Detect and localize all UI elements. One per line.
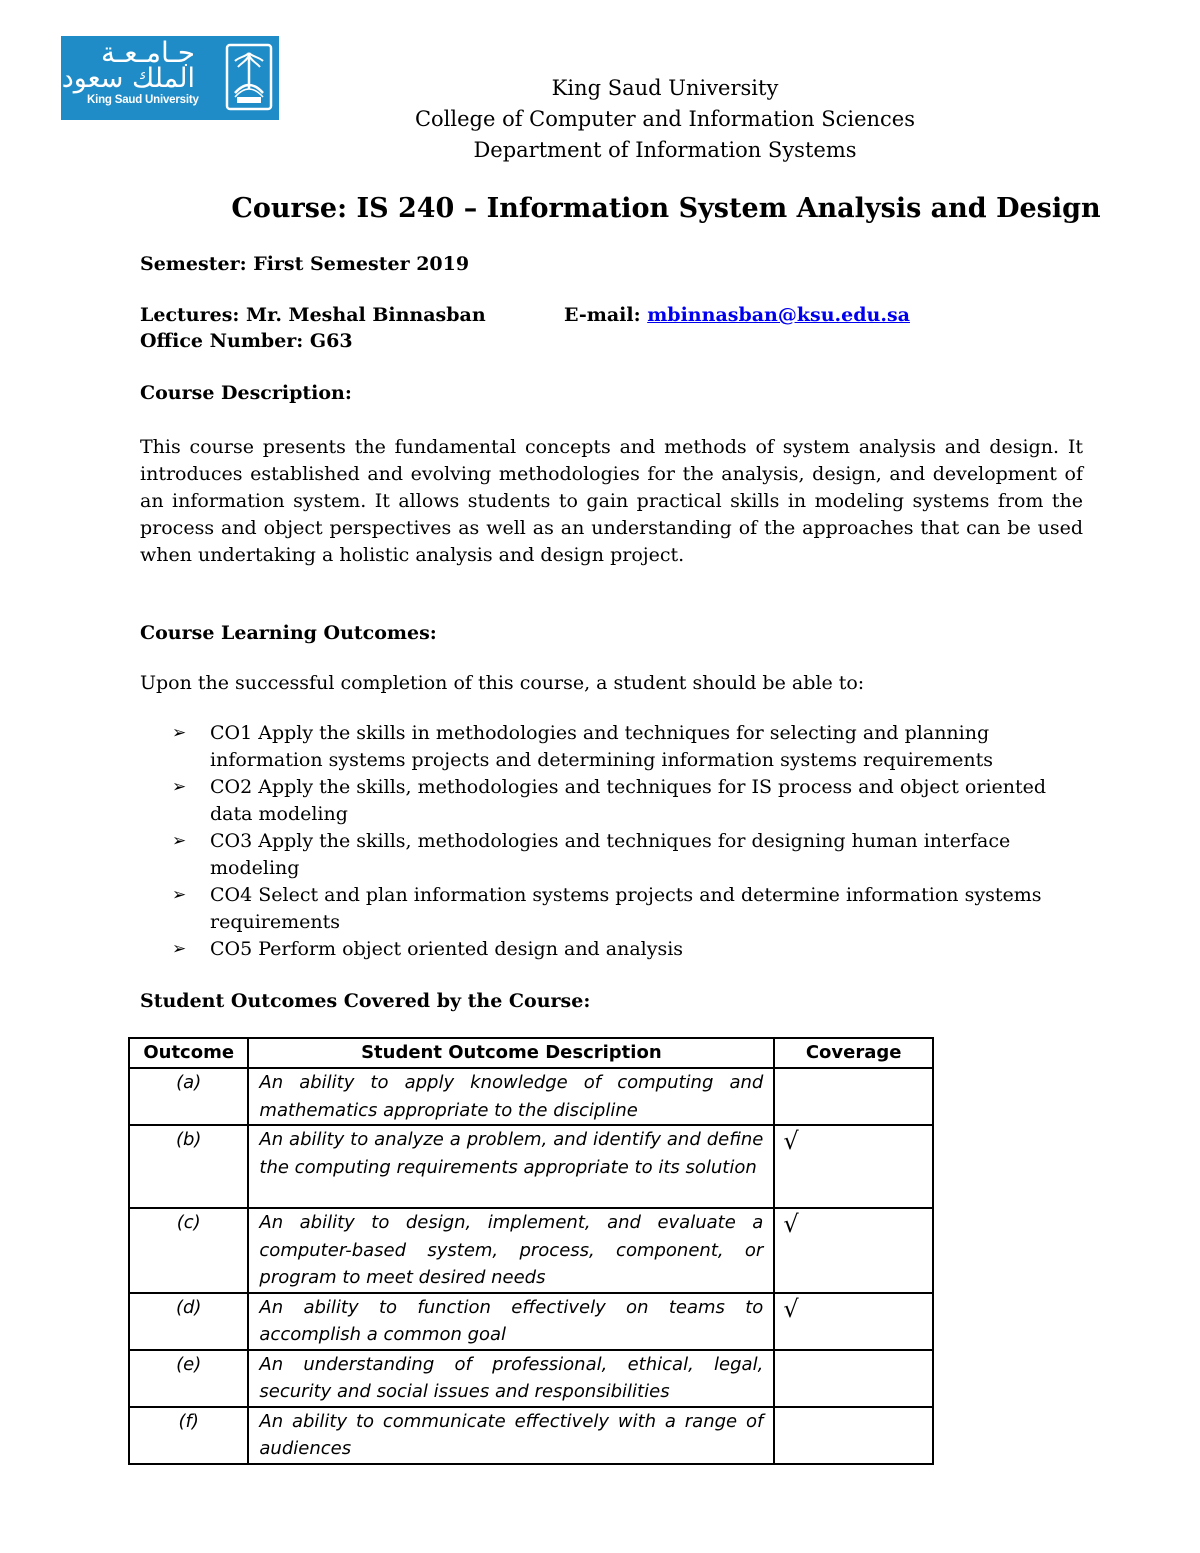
course-outcomes-list — [172, 720, 1092, 963]
table-row — [129, 1068, 933, 1125]
outcome-cell: (c) — [129, 1208, 248, 1293]
table-header-row — [129, 1038, 933, 1068]
logo-arabic-line2: الملك سعود — [61, 63, 195, 94]
email-label: E-mail: — [564, 304, 648, 326]
outcome-cell: (f) — [129, 1407, 248, 1464]
coverage-check-icon: √ — [774, 1208, 933, 1293]
list-item — [172, 720, 1092, 774]
email-line — [564, 302, 910, 328]
arrow-bullet-icon: ➢ — [172, 831, 187, 851]
coverage-cell — [774, 1350, 933, 1407]
outcomes-heading: Course Learning Outcomes: — [140, 622, 437, 644]
coverage-cell — [774, 1068, 933, 1125]
description-cell: An understanding of professional, ethical, legal, security and social issues and responsibilities — [248, 1350, 774, 1407]
outcomes-intro: Upon the successful completion of this course, a student should be able to: — [140, 672, 865, 694]
column-header-description: Student Outcome Description — [248, 1038, 774, 1068]
lecturer: Lectures: Mr. Meshal Binnasban — [140, 304, 486, 326]
arrow-bullet-icon: ➢ — [172, 777, 187, 797]
outcome-text: CO3 Apply the skills, methodologies and techniques for designing human interface modeling — [210, 830, 1011, 879]
outcome-text: CO2 Apply the skills, methodologies and techniques for IS process and object oriented data modeling — [210, 776, 1047, 825]
list-item — [172, 828, 1092, 882]
logo-arabic-line1: جـامـعـة — [101, 36, 195, 69]
college-name: College of Computer and Information Sciences — [414, 107, 916, 131]
outcome-cell: (d) — [129, 1293, 248, 1350]
description-cell: An ability to apply knowledge of computing and mathematics appropriate to the discipline — [248, 1068, 774, 1125]
description-heading: Course Description: — [140, 382, 352, 404]
description-cell: An ability to analyze a problem, and identify and define the computing requirements appropriate to its solution — [248, 1125, 774, 1208]
arrow-bullet-icon: ➢ — [172, 885, 187, 905]
course-description: This course presents the fundamental concepts and methods of system analysis and design. It introduces established and evolving methodologies for the analysis, design, and development of an information system. It allows students to gain practical skills in modeling systems from the process and object perspectives as well as an understanding of the approaches that can be used when undertaking a holistic analysis and design project. — [140, 436, 1083, 566]
outcome-cell: (e) — [129, 1350, 248, 1407]
outcome-cell: (a) — [129, 1068, 248, 1125]
description-cell: An ability to function effectively on teams to accomplish a common goal — [248, 1293, 774, 1350]
student-outcomes-table — [128, 1037, 934, 1465]
table-row — [129, 1407, 933, 1464]
university-name: King Saud University — [551, 76, 779, 100]
logo-english-name: King Saud University — [87, 94, 199, 106]
email-link[interactable]: mbinnasban@ksu.edu.sa — [647, 304, 910, 326]
course-title: Course: IS 240 – Information System Analysis and Design — [231, 193, 1101, 224]
office-number: Office Number: G63 — [140, 330, 353, 352]
list-item — [172, 882, 1092, 936]
column-header-coverage: Coverage — [774, 1038, 933, 1068]
outcome-cell: (b) — [129, 1125, 248, 1208]
table-row — [129, 1293, 933, 1350]
column-header-outcome: Outcome — [129, 1038, 248, 1068]
coverage-check-icon: √ — [774, 1125, 933, 1208]
description-cell: An ability to design, implement, and evaluate a computer-based system, process, component, or program to meet desired needs — [248, 1208, 774, 1293]
semester: Semester: First Semester 2019 — [140, 253, 470, 275]
outcome-text: CO1 Apply the skills in methodologies and techniques for selecting and planning information systems projects and determining information systems requirements — [210, 722, 993, 771]
list-item — [172, 774, 1092, 828]
description-cell: An ability to communicate effectively with a range of audiences — [248, 1407, 774, 1464]
department-name: Department of Information Systems — [473, 138, 857, 162]
arrow-bullet-icon: ➢ — [172, 939, 187, 959]
list-item — [172, 936, 1092, 963]
table-row — [129, 1125, 933, 1208]
table-row — [129, 1208, 933, 1293]
arrow-bullet-icon: ➢ — [172, 723, 187, 743]
coverage-cell — [774, 1407, 933, 1464]
student-outcomes-heading: Student Outcomes Covered by the Course: — [140, 990, 591, 1012]
outcome-text: CO5 Perform object oriented design and analysis — [210, 938, 684, 960]
table-row — [129, 1350, 933, 1407]
outcome-text: CO4 Select and plan information systems projects and determine information systems requirements — [210, 884, 1042, 933]
coverage-check-icon: √ — [774, 1293, 933, 1350]
